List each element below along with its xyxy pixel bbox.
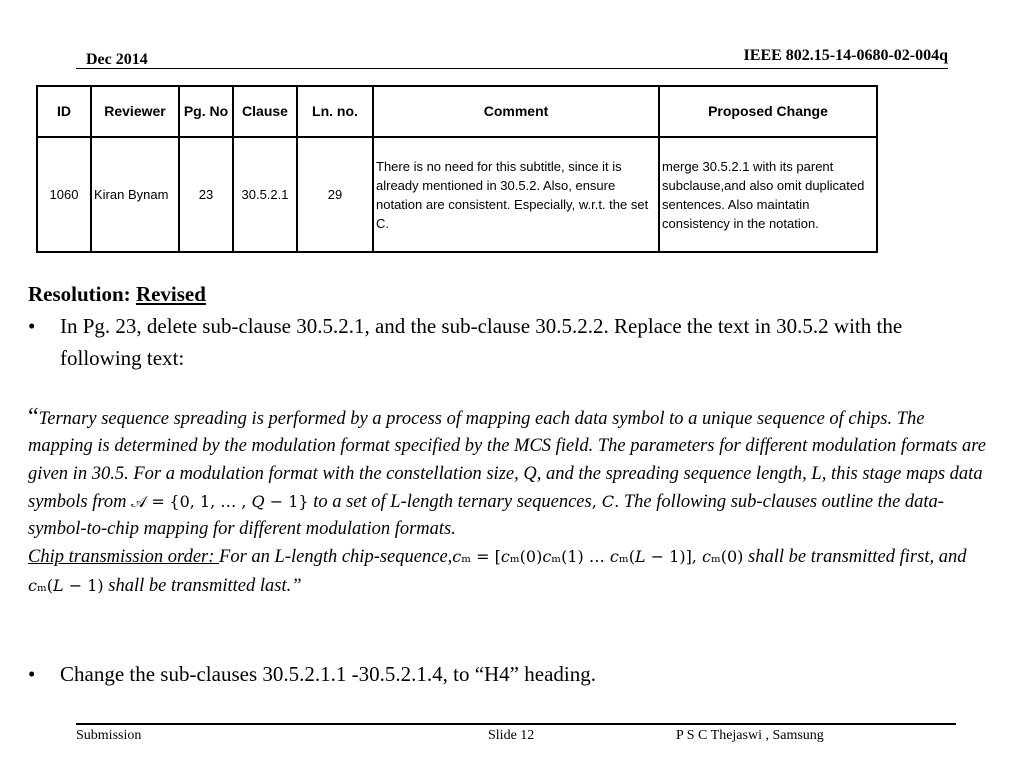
cell-id: 1060: [37, 137, 91, 252]
cell-proposed-change: merge 30.5.2.1 with its parent subclause,and also omit duplicated sentences. Also maintatin consistency in the notation.: [659, 137, 877, 252]
header-document-id: IEEE 802.15-14-0680-02-004q: [743, 47, 948, 64]
chip-transmission-label: Chip transmission order:: [28, 547, 220, 568]
cell-page: 23: [179, 137, 233, 252]
cell-comment: There is no need for this subtitle, since it is already mentioned in 30.5.2. Also, ensure notation are consistent. Especially, w.r.t. the set C.: [373, 137, 659, 252]
resolution-value: Revised: [135, 282, 206, 306]
bullet-icon: •: [28, 662, 36, 686]
quote-paragraph-3: The following sub-clauses outline the data-symbol-to-chip mapping for different modulation formats.: [28, 491, 944, 540]
cell-line: 29: [297, 137, 373, 252]
bullet-text-1: In Pg. 23, delete sub-clause 30.5.2.1, and the sub-clause 30.5.2.2. Replace the text in 30.5.2 with the following text:: [60, 314, 903, 370]
quote-paragraph-2: to a set of L-length ternary sequences: [308, 491, 592, 512]
math-set-c: , 𝐶.: [591, 491, 620, 511]
column-header-comment: Comment: [373, 86, 659, 137]
quote-paragraph-5: shall be transmitted first, and: [743, 547, 967, 568]
column-header-proposed-change: Proposed Change: [659, 86, 877, 137]
bullet-icon: •: [28, 314, 36, 338]
open-quote-mark: “: [28, 404, 39, 430]
footer-slide-number: Slide 12: [488, 728, 535, 743]
footer-submission: Submission: [76, 728, 142, 743]
resolution-label: Resolution:: [28, 282, 136, 306]
table-header-row: [37, 86, 877, 137]
math-set-name: 𝒜 =: [131, 491, 165, 511]
cell-reviewer: Kiran Bynam: [91, 137, 179, 252]
math-chip-sequence: 𝑐ₘ = [𝑐ₘ(0)𝑐ₘ(1) … 𝑐ₘ(𝐿 − 1)], 𝑐ₘ(0): [452, 547, 744, 567]
close-quote-mark: ”: [291, 575, 302, 596]
column-header-id: ID: [37, 86, 91, 137]
header-divider: [76, 68, 948, 69]
header-date: Dec 2014: [86, 51, 148, 68]
column-header-clause: Clause: [233, 86, 297, 137]
column-header-line: Ln. no.: [297, 86, 373, 137]
column-header-reviewer: Reviewer: [91, 86, 179, 137]
column-header-page: Pg. No: [179, 86, 233, 137]
quote-paragraph-4: For an L-length chip-sequence,: [219, 547, 453, 568]
bullet-text-2: Change the sub-clauses 30.5.2.1.1 -30.5.2.1.4, to “H4” heading.: [60, 662, 596, 686]
replacement-text-quote: [28, 404, 988, 600]
math-symbol-set: {0, 1, … , 𝑄 − 1}: [169, 491, 309, 511]
quote-paragraph-1: Ternary sequence spreading is performed by a process of mapping each data symbol to a unique sequence of chips. The mapping is determined by the modulation format specified by the MCS field. The parameters for different modulation formats are given in 30.5. For a modulation format with the constellation size, Q, and the spreading sequence length, L, this stage maps data symbols from: [28, 409, 986, 512]
cell-clause: 30.5.2.1: [233, 137, 297, 252]
footer-author: P S C Thejaswi , Samsung: [676, 728, 824, 743]
math-last-chip: 𝑐ₘ(𝐿 − 1): [28, 575, 104, 595]
footer-divider: [76, 723, 956, 725]
resolution-heading: [28, 282, 206, 307]
table-row: [37, 137, 877, 252]
quote-paragraph-6: shall be transmitted last.: [103, 575, 292, 596]
comment-table: [36, 85, 878, 253]
